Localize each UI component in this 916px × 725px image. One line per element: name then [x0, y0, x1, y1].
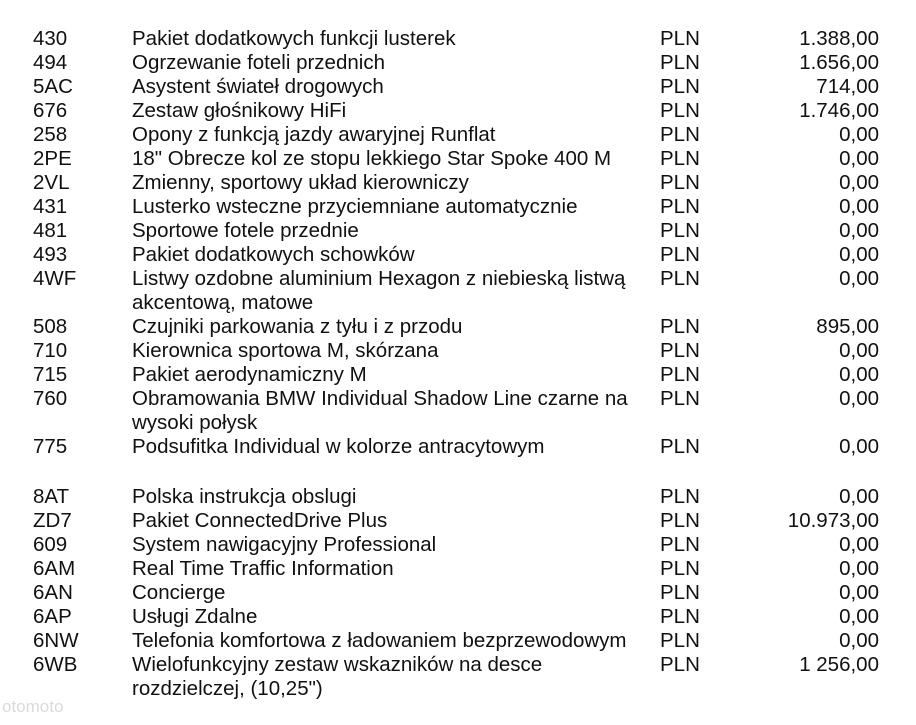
option-row [0, 27, 916, 51]
option-currency: PLN [660, 267, 700, 290]
options-group-connected [0, 485, 916, 701]
option-description: Pakiet dodatkowych schowków [132, 243, 415, 266]
option-currency: PLN [660, 195, 700, 218]
option-currency: PLN [660, 171, 700, 194]
option-currency: PLN [660, 629, 700, 652]
option-code: 8AT [33, 485, 70, 508]
option-currency: PLN [660, 123, 700, 146]
option-row [0, 123, 916, 147]
option-price: 0,00 [839, 219, 879, 242]
option-price: 0,00 [839, 363, 879, 386]
option-code: 676 [33, 99, 68, 122]
option-code: 258 [33, 123, 68, 146]
option-description: Lusterko wsteczne przyciemniane automatycznie [132, 195, 578, 218]
option-price: 0,00 [839, 435, 879, 458]
group-spacer [0, 459, 916, 485]
option-price: 0,00 [839, 195, 879, 218]
option-code: 6AP [33, 605, 72, 628]
option-currency: PLN [660, 653, 700, 676]
option-code: 6AN [33, 581, 73, 604]
option-currency: PLN [660, 99, 700, 122]
option-row [0, 629, 916, 653]
option-description: Telefonia komfortowa z ładowaniem bezprzewodowym [132, 629, 627, 652]
option-currency: PLN [660, 387, 700, 410]
option-row [0, 195, 916, 219]
option-description: Opony z funkcją jazdy awaryjnej Runflat [132, 123, 496, 146]
option-description: Pakiet dodatkowych funkcji lusterek [132, 27, 456, 50]
option-row [0, 605, 916, 629]
option-currency: PLN [660, 435, 700, 458]
option-description: Obramowania BMW Individual Shadow Line czarne na wysoki połysk [132, 387, 628, 434]
option-row [0, 51, 916, 75]
option-description: Pakiet ConnectedDrive Plus [132, 509, 388, 532]
option-row [0, 339, 916, 363]
option-description: Zestaw głośnikowy HiFi [132, 99, 347, 122]
option-code: 493 [33, 243, 68, 266]
option-code: 508 [33, 315, 68, 338]
option-code: 609 [33, 533, 68, 556]
option-code: 430 [33, 27, 68, 50]
option-code: 481 [33, 219, 68, 242]
option-row [0, 485, 916, 509]
option-description: Pakiet aerodynamiczny M [132, 363, 367, 386]
option-description: Ogrzewanie foteli przednich [132, 51, 385, 74]
option-price: 0,00 [839, 339, 879, 362]
watermark-logo: otomoto [2, 697, 64, 716]
option-price: 0,00 [839, 605, 879, 628]
option-price: 1.746,00 [799, 99, 879, 122]
option-currency: PLN [660, 605, 700, 628]
options-group-primary [0, 27, 916, 459]
option-price: 0,00 [839, 267, 879, 290]
options-price-list [0, 27, 916, 701]
option-code: 4WF [33, 267, 77, 290]
option-description: System nawigacyjny Professional [132, 533, 437, 556]
option-code: 431 [33, 195, 68, 218]
option-currency: PLN [660, 147, 700, 170]
option-price: 714,00 [816, 75, 879, 98]
option-row [0, 581, 916, 605]
option-price: 0,00 [839, 243, 879, 266]
option-description: Concierge [132, 581, 226, 604]
option-currency: PLN [660, 219, 700, 242]
option-row [0, 509, 916, 533]
option-description: Zmienny, sportowy układ kierowniczy [132, 171, 469, 194]
option-description: Asystent świateł drogowych [132, 75, 384, 98]
option-row [0, 171, 916, 195]
option-row [0, 243, 916, 267]
option-row [0, 435, 916, 459]
option-row [0, 219, 916, 243]
option-price: 0,00 [839, 387, 879, 410]
option-currency: PLN [660, 75, 700, 98]
option-code: 5AC [33, 75, 73, 98]
option-code: 2PE [33, 147, 72, 170]
option-row [0, 363, 916, 387]
option-description: Wielofunkcyjny zestaw wskazników na desce rozdzielczej, (10,25") [132, 653, 543, 700]
option-price: 1.656,00 [799, 51, 879, 74]
option-row [0, 267, 916, 315]
option-price: 0,00 [839, 557, 879, 580]
option-code: 760 [33, 387, 68, 410]
option-price: 0,00 [839, 581, 879, 604]
option-code: 494 [33, 51, 68, 74]
option-description: Usługi Zdalne [132, 605, 258, 628]
option-price: 10.973,00 [787, 509, 879, 532]
option-code: 6WB [33, 653, 78, 676]
option-description: Czujniki parkowania z tyłu i z przodu [132, 315, 463, 338]
option-code: 6AM [33, 557, 76, 580]
option-description: Kierownica sportowa M, skórzana [132, 339, 439, 362]
option-description: Polska instrukcja obslugi [132, 485, 357, 508]
option-description: Podsufitka Individual w kolorze antracytowym [132, 435, 545, 458]
option-currency: PLN [660, 339, 700, 362]
option-price: 0,00 [839, 485, 879, 508]
option-description: Listwy ozdobne aluminium Hexagon z niebieską listwą akcentową, matowe [132, 267, 626, 314]
option-row [0, 533, 916, 557]
option-row [0, 99, 916, 123]
option-price: 0,00 [839, 171, 879, 194]
option-row [0, 315, 916, 339]
option-row [0, 387, 916, 435]
option-code: 715 [33, 363, 68, 386]
option-currency: PLN [660, 533, 700, 556]
option-currency: PLN [660, 27, 700, 50]
option-code: 2VL [33, 171, 70, 194]
option-row [0, 147, 916, 171]
option-price: 0,00 [839, 533, 879, 556]
option-currency: PLN [660, 581, 700, 604]
option-price: 895,00 [816, 315, 879, 338]
option-currency: PLN [660, 51, 700, 74]
option-price: 0,00 [839, 629, 879, 652]
option-code: ZD7 [33, 509, 72, 532]
option-currency: PLN [660, 243, 700, 266]
option-price: 1 256,00 [799, 653, 879, 676]
option-row [0, 75, 916, 99]
option-code: 6NW [33, 629, 79, 652]
option-currency: PLN [660, 557, 700, 580]
option-description: Real Time Traffic Information [132, 557, 394, 580]
option-currency: PLN [660, 363, 700, 386]
option-currency: PLN [660, 485, 700, 508]
option-row [0, 557, 916, 581]
option-price: 0,00 [839, 123, 879, 146]
option-price: 0,00 [839, 147, 879, 170]
option-code: 775 [33, 435, 68, 458]
option-code: 710 [33, 339, 68, 362]
option-description: Sportowe fotele przednie [132, 219, 359, 242]
option-description: 18" Obrecze kol ze stopu lekkiego Star Spoke 400 M [132, 147, 612, 170]
option-currency: PLN [660, 315, 700, 338]
option-price: 1.388,00 [799, 27, 879, 50]
option-row [0, 653, 916, 701]
option-currency: PLN [660, 509, 700, 532]
